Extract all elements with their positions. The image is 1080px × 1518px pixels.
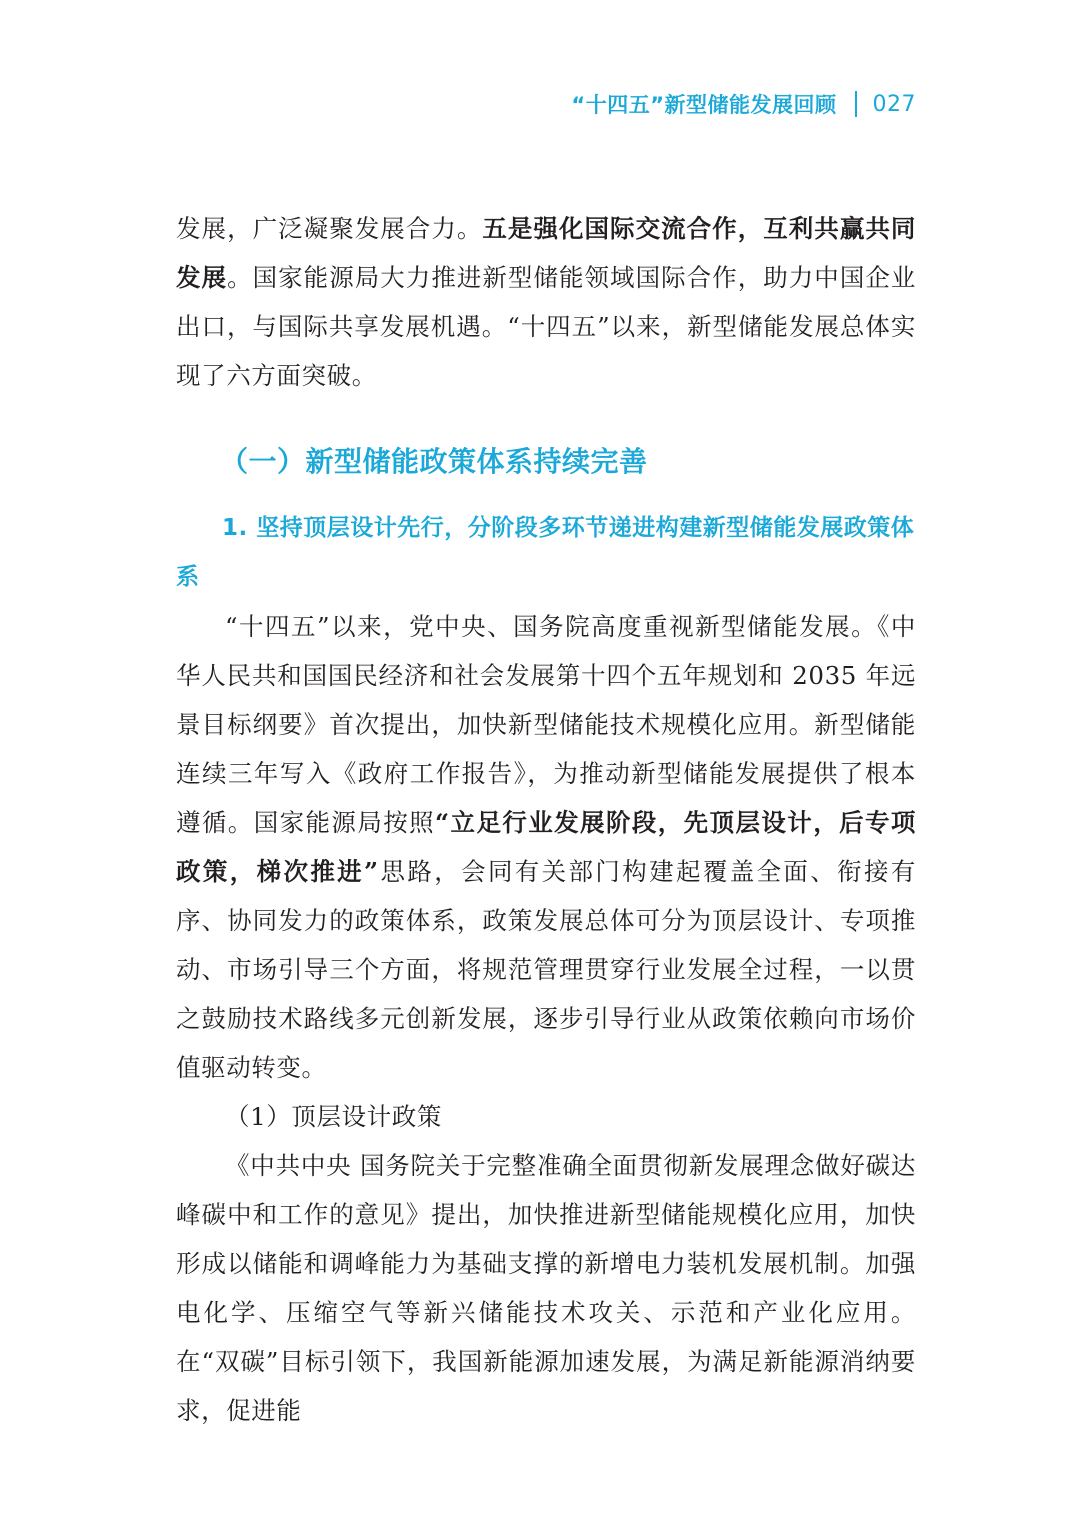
paragraph-top-level-design: 《中共中央 国务院关于完整准确全面贯彻新发展理念做好碳达峰碳中和工作的意见》提出，加快推进新型储能规模化应用，加快形成以储能和调峰能力为基础支撑的新增电力装机发展机制。加强电化学、压缩空气等新兴储能技术攻关、示范和产业化应用。在“双碳”目标引领下，我国新能源加速发展，为满足新能源消纳要求，促进能 <box>176 1151 916 1425</box>
paragraph-intro-bold: 五是强化国际交流合作，互利共赢共同发展 <box>176 214 916 292</box>
header-separator <box>855 91 857 117</box>
paragraph-policy-bold: “立足行业发展阶段，先顶层设计，后专项政策，梯次推进” <box>176 808 917 886</box>
running-header <box>571 86 916 122</box>
paragraph-intro-text-a: 发展，广泛凝聚发展合力。 <box>176 214 483 243</box>
paragraph-intro-text-c: 。国家能源局大力推进新型储能领域国际合作，助力中国企业出口，与国际共享发展机遇。“十四五”以来，新型储能发展总体实现了六方面突破。 <box>176 263 917 390</box>
minor-heading: （1）顶层设计政策 <box>225 1102 442 1131</box>
paragraph-policy-overview <box>176 602 916 1092</box>
running-header-title: “十四五”新型储能发展回顾 <box>571 93 837 117</box>
paragraph-policy-text-a: “十四五”以来，党中央、国务院高度重视新型储能发展。《中华人民共和国国民经济和社会发展第十四个五年规划和 2035 年远景目标纲要》首次提出，加快新型储能技术规模化应用。新型储能连续三年写入《政府工作报告》，为推动新型储能发展提供了根本遵循。国家能源局按照 <box>176 612 916 837</box>
section-heading: （一）新型储能政策体系持续完善 <box>220 445 648 478</box>
subsection-heading: 1. 坚持顶层设计先行，分阶段多环节递进构建新型储能发展政策体系 <box>176 515 915 590</box>
page-content <box>176 204 916 1435</box>
paragraph-policy-text-c: 思路，会同有关部门构建起覆盖全面、衔接有序、协同发力的政策体系，政策发展总体可分为顶层设计、专项推动、市场引导三个方面，将规范管理贯穿行业发展全过程，一以贯之鼓励技术路线多元创新发展，逐步引导行业从政策依赖向市场价值驱动转变。 <box>176 857 916 1082</box>
page-number: 027 <box>872 91 916 117</box>
paragraph-intro <box>176 204 916 400</box>
